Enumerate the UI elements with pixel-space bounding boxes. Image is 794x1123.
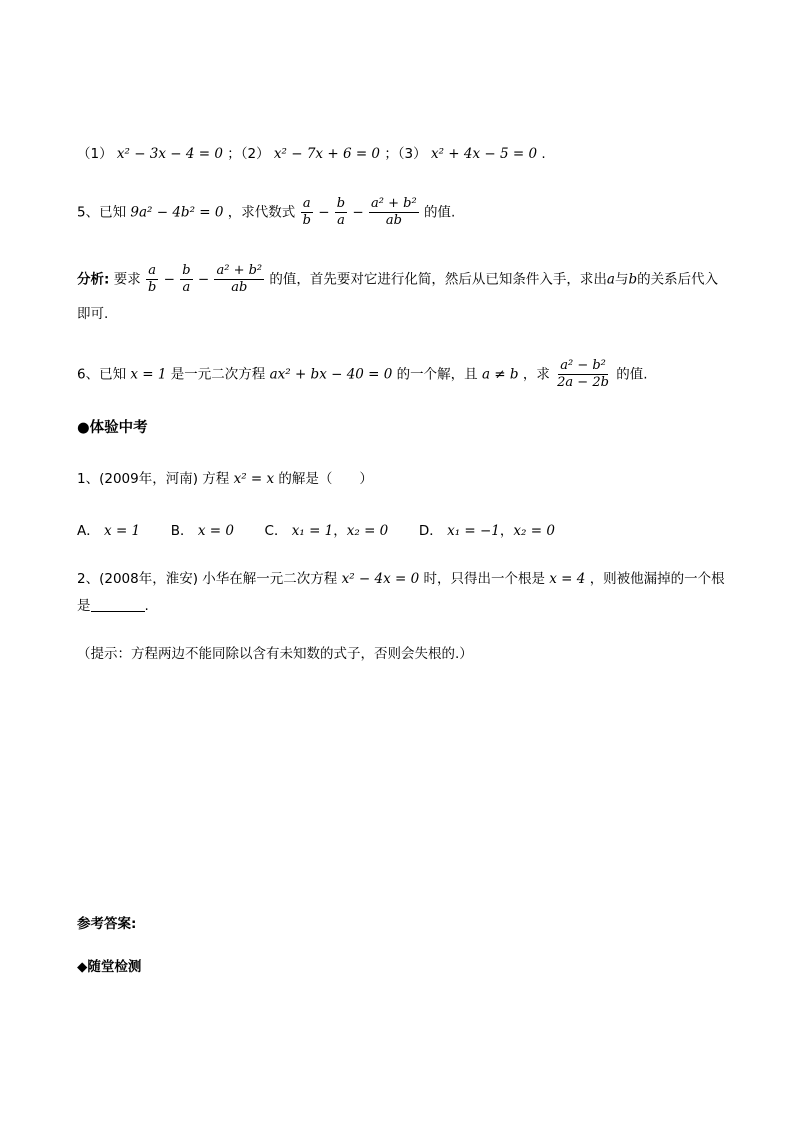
fraction-a-over-b: $\frac{a}{b}$ [148,263,157,295]
exam-question-1: 1、(2009年，河南) 方程 x² = x 的解是（ ） [77,471,373,487]
option-d-label: D． [418,523,443,539]
fraction-q6: $\frac{\text{a² − b²}}{2a - 2b}$ [557,358,609,390]
question-5: 5、已知 9a² − 4b² = 0 ，求代数式 $\frac{a}{b}$ − $\frac{b}{a}$ − $\frac{\text{a² + b²}}{ab}$ 的值. [77,196,456,228]
option-b: x = 0 [197,523,234,539]
answer-options: A． x = 1 B． x = 0 C． x₁ = 1，x₂ = 0 D． x₁ = −1，x₂ = 0 [77,523,555,539]
option-c-label: C． [264,523,288,539]
part-3-label: ；（3） [384,146,427,162]
exam-question-2-line-2: 是 . [77,598,149,614]
part-2-label: ；（2） [227,146,270,162]
q4-equations-line: （1） x² − 3x − 4 = 0 ；（2） x² − 7x + 6 = 0 ；（3） x² + 4x − 5 = 0 . [77,146,546,162]
option-a: x = 1 [104,523,141,539]
sub-heading: ◆随堂检测 [77,959,142,975]
fraction-b-over-a: $\frac{b}{a}$ [336,196,346,228]
analysis-line-2: 即可. [77,306,109,322]
fraction-sum-squares-over-ab: $\frac{\text{a² + b²}}{ab}$ [371,196,417,228]
analysis-paragraph: 分析: 要求 $\frac{a}{b}$ − $\frac{b}{a}$ − $\frac{\text{a² + b²}}{ab}$ 的值，首先要对它进行化简，然后从已知条件入手，求出a与b的关系后代入 [77,263,719,295]
part-1-label: （1） [77,146,113,162]
q6-equation: ax² + bx − 40 = 0 [269,366,393,383]
q5-condition: 9a² − 4b² = 0 [130,204,224,221]
analysis-label: 分析: [77,271,110,288]
answer-blank[interactable] [91,597,145,612]
answers-heading: 参考答案: [77,916,137,932]
fraction-a-over-b: $\frac{a}{b}$ [302,196,311,228]
question-6: 6、已知 x = 1 是一元二次方程 ax² + bx − 40 = 0 的一个解，且 a ≠ b ，求 $\frac{\text{a² − b²}}{2a - 2b}$ 的值. [77,358,648,390]
hint-text: （提示：方程两边不能同除以含有未知数的式子，否则会失根的.） [77,646,473,662]
fraction-b-over-a: $\frac{b}{a}$ [182,263,191,295]
fraction-sum-squares-over-ab: $\frac{\text{a² + b²}}{ab}$ [216,263,263,295]
option-d: x₁ = −1 [447,523,500,539]
option-c: x₁ = 1 [291,523,334,539]
section-heading: ●体验中考 [77,420,148,436]
equation-1: x² − 3x − 4 = 0 [116,146,223,162]
option-a-label: A． [77,523,100,539]
equation-3: x² + 4x − 5 = 0 [430,146,538,162]
exam-question-2: 2、(2008年，淮安) 小华在解一元二次方程 x² − 4x = 0 时，只得出一个根是 x = 4 ，则被他漏掉的一个根 [77,571,725,587]
option-b-label: B． [170,523,194,539]
equation-2: x² − 7x + 6 = 0 [273,146,381,162]
